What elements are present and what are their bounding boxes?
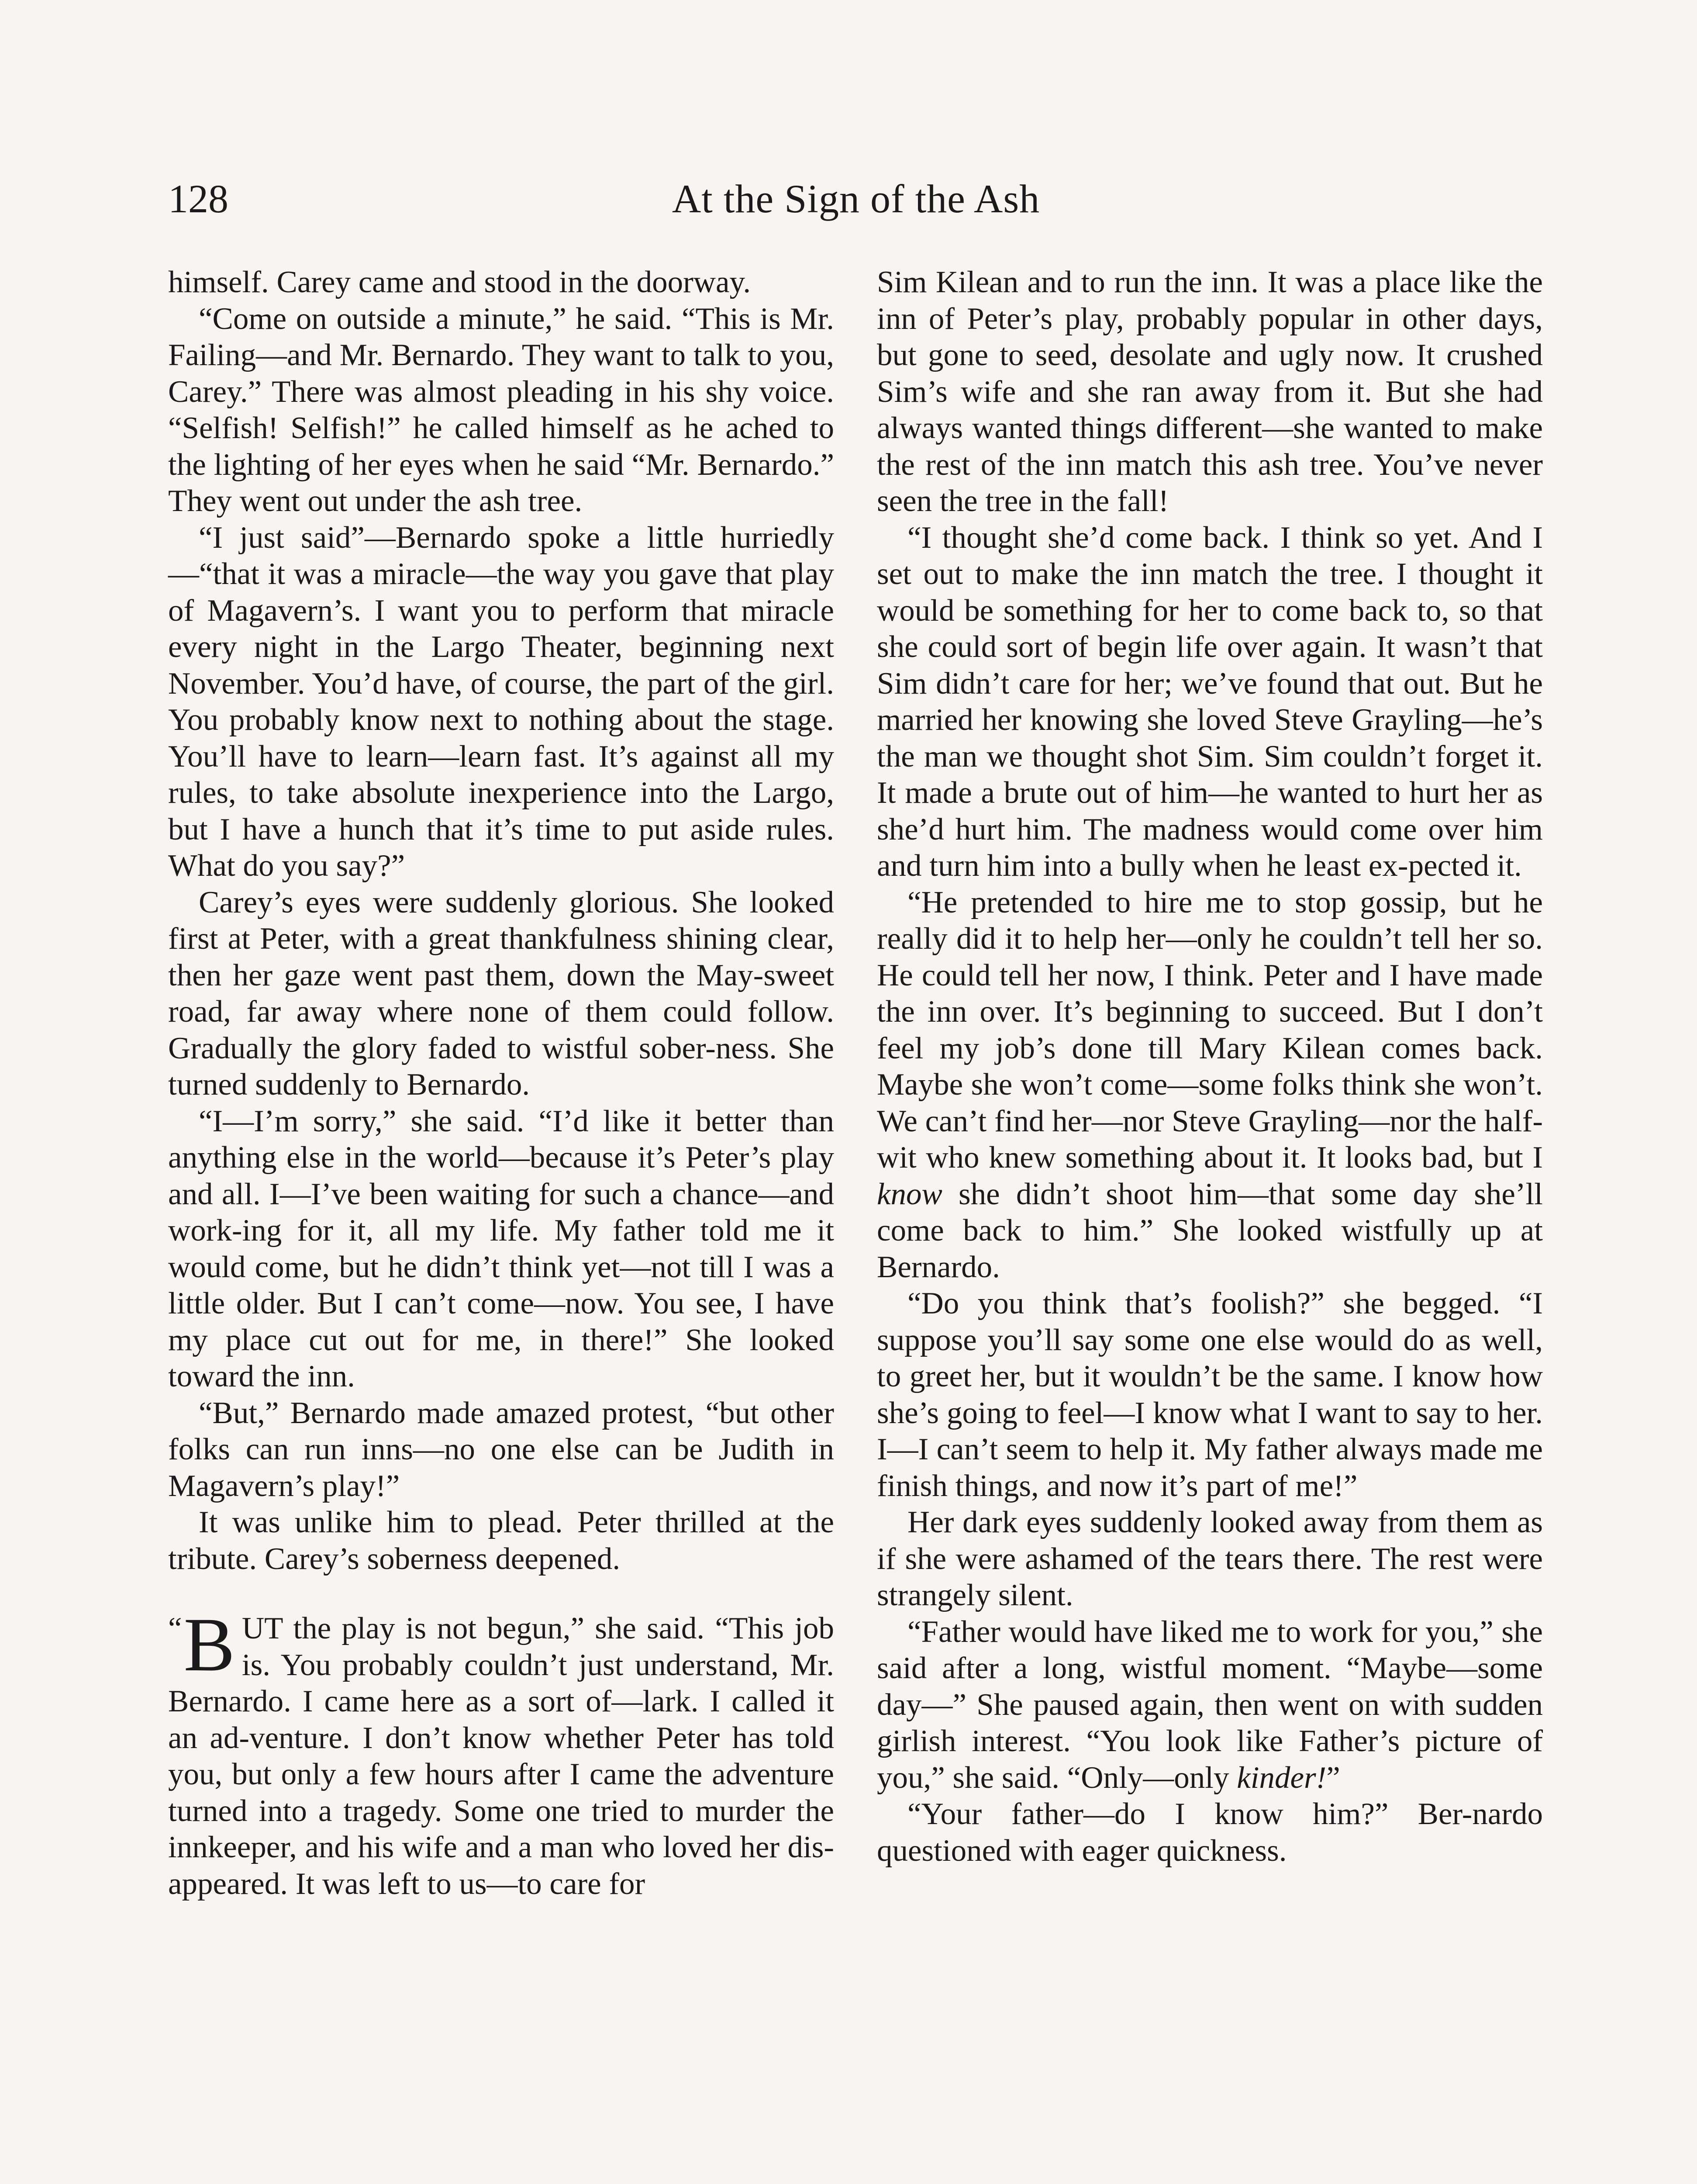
drop-cap: B — [183, 1602, 235, 1687]
paragraph-text: “Father would have liked me to work for you,” she said after a long, wistful moment. “Maybe—some day—” She paused again, then went on with sudden girlish interest. “You look like Father’s picture of you,” she said. “Only—only — [877, 1614, 1543, 1795]
paragraph: “But,” Bernardo made amazed protest, “but other folks can run inns—no one else can be Judith in Magavern’s play!” — [168, 1396, 834, 1503]
right-column — [877, 264, 1543, 1869]
emphasis-text: kinder! — [1237, 1760, 1327, 1795]
paragraph: “Do you think that’s foolish?” she begged. “I suppose you’ll say some one else would do as well, to greet her, but it wouldn’t be the same. I know how she’s going to feel—I know what I want to say to her. I—I can’t seem to help it. My father always made me finish things, and now it’s part of me!” — [877, 1286, 1543, 1503]
dropcap-open-quote: “ — [168, 1611, 182, 1645]
paragraph: “I—I’m sorry,” she said. “I’d like it better than anything else in the world—because it’s Peter’s play and all. I—I’ve been waiting for such a chance—and work-ing for it, all my life. My father told me it would come, but he didn’t think yet—not till I was a little older. But I can’t come—now. You see, I have my place cut out for me, in there!” She looked toward the inn. — [168, 1104, 834, 1393]
running-title: At the Sign of the Ash — [672, 176, 1040, 221]
paragraph: Sim Kilean and to run the inn. It was a place like the inn of Peter’s play, probably popular in other days, but gone to seed, desolate and ugly now. It crushed Sim’s wife and she ran away from it. But she had always wanted things different—she wanted to make the rest of the inn match this ash tree. You’ve never seen the tree in the fall! — [877, 265, 1543, 518]
paragraph — [877, 885, 1543, 1286]
dropcap-paragraph — [168, 1602, 834, 1902]
paragraph: himself. Carey came and stood in the doorway. — [168, 265, 751, 299]
emphasis-text: know — [877, 1177, 942, 1211]
paragraph: It was unlike him to plead. Peter thrilled at the tribute. Carey’s soberness deepened. — [168, 1505, 834, 1576]
paragraph: Carey’s eyes were suddenly glorious. She looked first at Peter, with a great thankfulness shining clear, then her gaze went past them, down the May-sweet road, far away where none of them could follow. Gradually the glory faded to wistful sober-ness. She turned suddenly to Bernardo. — [168, 885, 834, 1102]
paragraph-text: she didn’t shoot him—that some day she’ll come back to him.” She looked wistfully up at Bernardo. — [877, 1177, 1543, 1284]
left-column — [168, 264, 834, 1902]
paragraph — [877, 1614, 1543, 1797]
section-break — [168, 1577, 834, 1610]
dropcap-paragraph-text: UT the play is not begun,” she said. “This job is. You probably couldn’t just understand, Mr. Bernardo. I came here as a sort of—lark. I called it an ad-venture. I don’t know whether Peter has told you, but only a few hours after I came the adventure turned into a tragedy. Some one tried to murder the innkeeper, and his wife and a man who loved her dis-appeared. It was left to us—to care for — [168, 1611, 834, 1901]
paragraph: “Come on outside a minute,” he said. “This is Mr. Failing—and Mr. Bernardo. They want to talk to you, Carey.” There was almost pleading in his shy voice. “Selfish! Selfish!” he called himself as he ached to the lighting of her eyes when he said “Mr. Bernardo.” They went out under the ash tree. — [168, 301, 834, 518]
paragraph: “I just said”—Bernardo spoke a little hurriedly—“that it was a miracle—the way you gave that play of Magavern’s. I want you to perform that miracle every night in the Largo Theater, beginning next November. You’d have, of course, the part of the girl. You probably know next to nothing about the stage. You’ll have to learn—learn fast. It’s against all my rules, to take absolute inexperience into the Largo, but I have a hunch that it’s time to put aside rules. What do you say?” — [168, 520, 834, 883]
paragraph-text: ” — [1326, 1760, 1340, 1795]
paragraph: Her dark eyes suddenly looked away from them as if she were ashamed of the tears there. The rest were strangely silent. — [877, 1505, 1543, 1612]
page-number: 128 — [168, 176, 228, 221]
page-header — [168, 173, 1544, 234]
paragraph: “Your father—do I know him?” Ber-nardo questioned with eager quickness. — [877, 1797, 1543, 1868]
paragraph-text: “He pretended to hire me to stop gossip, but he really did it to help her—only he couldn’t tell her so. He could tell her now, I think. Peter and I have made the inn over. It’s beginning to succeed. But I don’t feel my job’s done till Mary Kilean comes back. Maybe she won’t come—some folks think she won’t. We can’t find her—nor Steve Grayling—nor the half-wit who knew something about it. It looks bad, but I — [877, 885, 1543, 1175]
paragraph: “I thought she’d come back. I think so yet. And I set out to make the inn match the tree. I thought it would be something for her to come back to, so that she could sort of begin life over again. It wasn’t that Sim didn’t care for her; we’ve found that out. But he married her knowing she loved Steve Grayling—he’s the man we thought shot Sim. Sim couldn’t forget it. It made a brute out of him—he wanted to hurt her as she’d hurt him. The madness would come over him and turn him into a bully when he least ex-pected it. — [877, 520, 1543, 883]
